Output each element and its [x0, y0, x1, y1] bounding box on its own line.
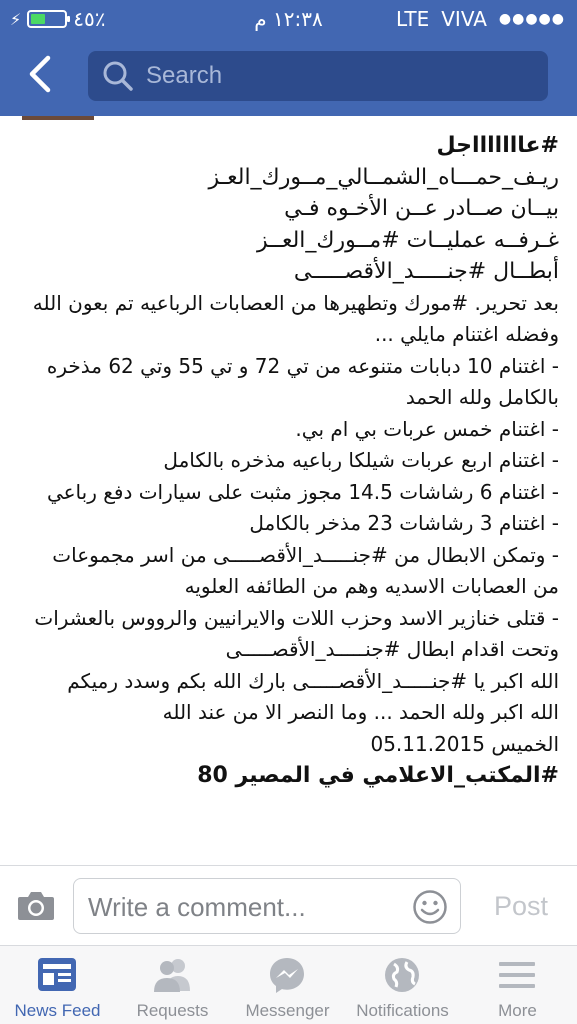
- menu-icon: [497, 955, 537, 995]
- post-line: الخميس 05.11.2015: [370, 731, 559, 756]
- emoji-icon[interactable]: [412, 889, 448, 925]
- comment-input[interactable]: [88, 890, 408, 924]
- tab-label: News Feed: [14, 1001, 101, 1020]
- messenger-icon: [267, 955, 307, 995]
- post-line: الله اكبر يا #جنـــــد_الأقصـــــى بارك الله بكم وسدد رميكم: [67, 668, 559, 693]
- status-bar: [0, 0, 577, 38]
- post-line: - وتمكن الابطال من #جنـــــد_الأقصـــــى من اسر مجموعات من العصابات الاسديه وهم من الطائفه العلويه: [52, 542, 559, 598]
- post-line: #المكتب_الاعلامي في المصير 80: [197, 763, 559, 788]
- comment-field[interactable]: [73, 878, 461, 934]
- post-line: - اغتنام خمس عربات بي ام بي.: [295, 416, 559, 441]
- comment-composer: [0, 865, 577, 945]
- signal-strength-icon: ●●●●●: [498, 11, 565, 27]
- battery-percent: ٤٥٪: [73, 7, 106, 31]
- post-comment-button[interactable]: Post: [478, 888, 564, 924]
- post-image-edge: [22, 116, 94, 120]
- tab-label: Messenger: [245, 1001, 330, 1020]
- tab-messenger[interactable]: [230, 946, 345, 1024]
- tab-label: More: [498, 1001, 537, 1020]
- back-button[interactable]: [18, 52, 62, 96]
- post-line: ريـف_حمـــاه_الشمــالي_مــورك_العـز: [208, 164, 559, 190]
- tab-more[interactable]: [460, 946, 575, 1024]
- post-body: [0, 130, 577, 865]
- chevron-left-icon: [28, 55, 52, 93]
- post-line: - اغتنام اربع عربات شيلكا رباعيه مذخره بالكامل: [163, 448, 559, 472]
- globe-icon: [382, 955, 422, 995]
- post-line: #عاااااااجل: [436, 133, 559, 158]
- network-type: LTE: [395, 7, 430, 31]
- post-line: غـرفــه عمليــات #مــورك_العــز: [256, 227, 559, 253]
- tab-notifications[interactable]: [345, 946, 460, 1024]
- post-line: الله اكبر ولله الحمد ... وما النصر الا من عند الله: [162, 700, 559, 724]
- navigation-header: [0, 0, 577, 116]
- post-line: - قتلى خنازير الاسد وحزب اللات والايرانيين والرووس بالعشرات وتحت اقدام ابطال #جنـــــد_الأقصـــــى: [34, 605, 559, 661]
- tab-label: Notifications: [356, 1001, 449, 1020]
- post-line: - اغتنام 10 دبابات متنوعه من تي 72 و تي 55 وتي 62 مذخره بالكامل ولله الحمد: [46, 353, 559, 409]
- news-feed-icon: [37, 955, 77, 995]
- status-time: ١٢:٣٨ م: [254, 7, 323, 31]
- tab-requests[interactable]: [115, 946, 230, 1024]
- search-icon: [102, 60, 134, 92]
- post-line: أبطــال #جنـــــد_الأقصـــــى: [293, 259, 559, 284]
- tab-news-feed[interactable]: [0, 946, 115, 1024]
- post-line: بعد تحرير. #مورك وتطهيرها من العصابات الرباعيه تم بعون الله وفضله اغتنام مايلي ...: [32, 290, 559, 346]
- carrier-name: VIVA: [441, 7, 487, 31]
- post-line: - اغتنام 3 رشاشات 23 مذخر بالكامل: [249, 511, 559, 535]
- post-line: - اغتنام 6 رشاشات 14.5 مجوز مثبت على سيارات دفع رباعي: [46, 479, 559, 504]
- camera-button[interactable]: [16, 888, 56, 922]
- charging-icon: ⚡: [10, 9, 22, 29]
- friend-requests-icon: [152, 955, 192, 995]
- search-input[interactable]: [146, 62, 526, 90]
- search-bar[interactable]: [88, 51, 548, 101]
- post-line: بيــان صــادر عــن الأخـوه فـي: [284, 196, 559, 221]
- bottom-tab-bar: [0, 945, 577, 1024]
- camera-icon: [16, 888, 56, 922]
- carrier-info: [396, 7, 565, 31]
- tab-label: Requests: [136, 1001, 209, 1020]
